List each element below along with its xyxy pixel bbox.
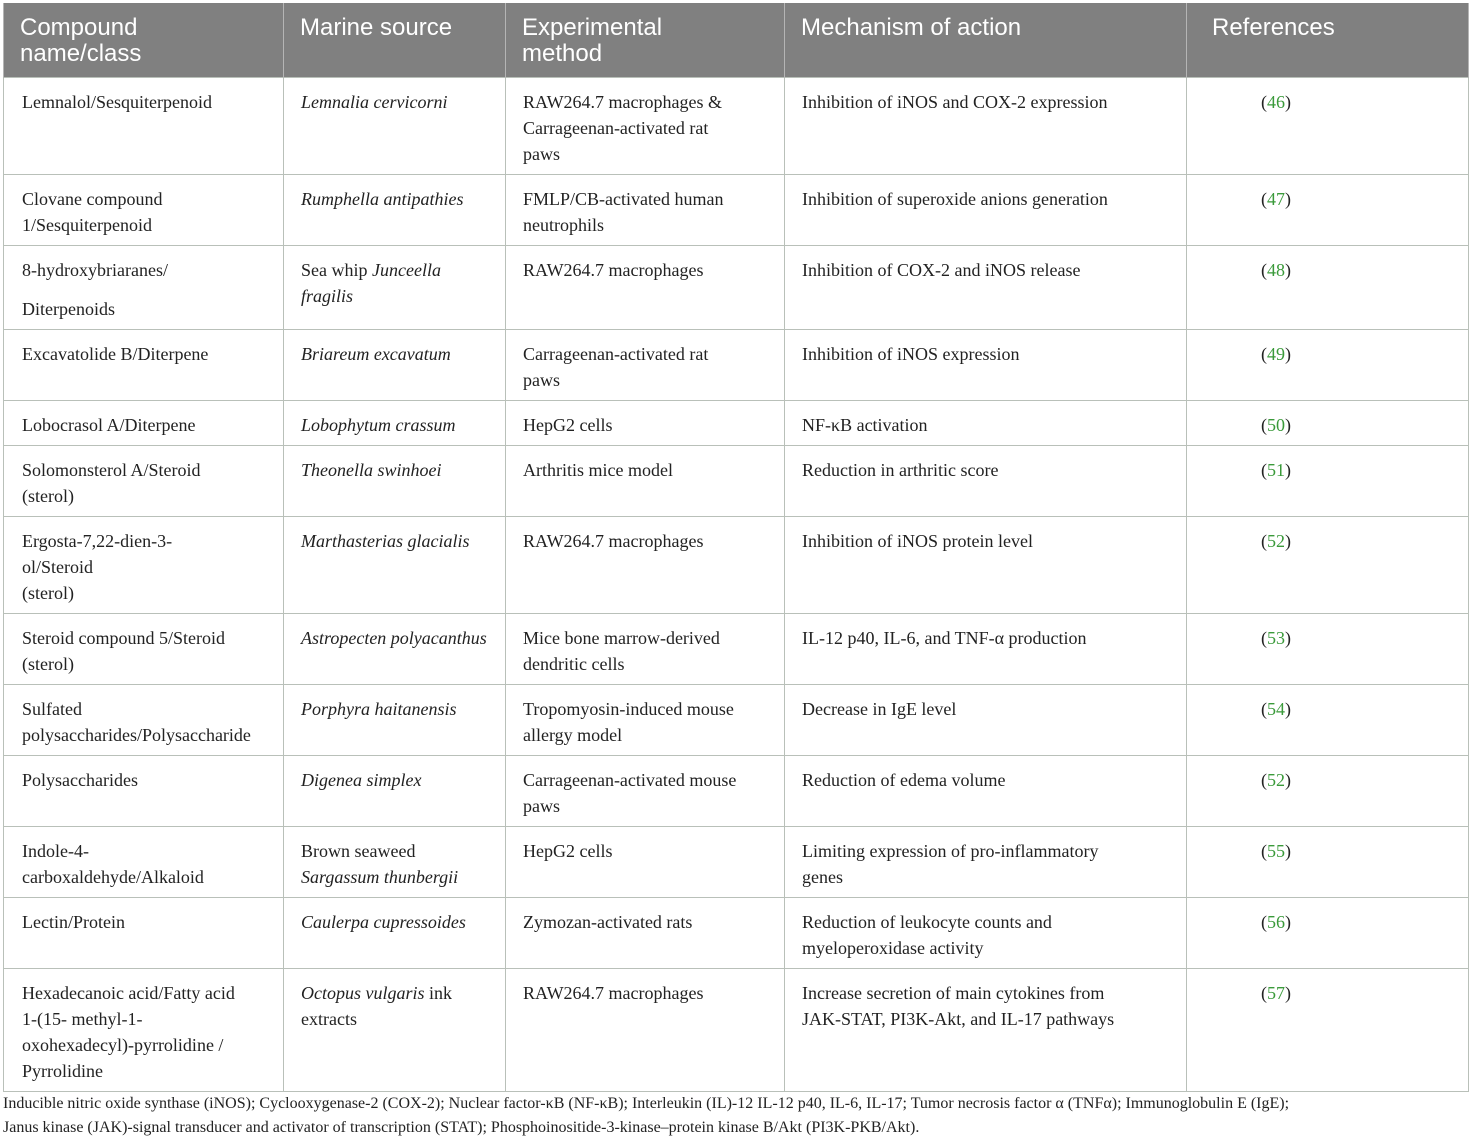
source-species: Marthasterias glacialis <box>301 531 470 551</box>
cell-compound <box>4 756 284 827</box>
compound-line: 1/Sesquiterpenoid <box>22 215 152 235</box>
method-line: Arthritis mice model <box>523 460 673 480</box>
reference-link[interactable]: 51 <box>1267 460 1285 480</box>
compound-line: Lemnalol/Sesquiterpenoid <box>22 92 212 112</box>
method-line: Tropomyosin-induced mouse <box>523 699 734 719</box>
cell-marine-source <box>284 827 506 898</box>
method-line: RAW264.7 macrophages & <box>523 92 723 112</box>
method-line: paws <box>523 796 560 816</box>
compound-line: Ergosta-7,22-dien-3- <box>22 531 173 551</box>
cell-marine-source <box>284 685 506 756</box>
table-row <box>4 246 1469 330</box>
table-row <box>4 446 1469 517</box>
method-line: dendritic cells <box>523 654 625 674</box>
method-line: FMLP/CB-activated human <box>523 189 724 209</box>
cell-mechanism <box>785 175 1187 246</box>
cell-compound <box>4 175 284 246</box>
cell-reference: (57) <box>1187 969 1469 1092</box>
table-row <box>4 401 1469 446</box>
cell-compound <box>4 78 284 175</box>
method-line: HepG2 cells <box>523 841 613 861</box>
source-species: Sargassum thunbergii <box>301 867 459 887</box>
compound-line: Lectin/Protein <box>22 912 125 932</box>
compound-line: (sterol) <box>22 583 74 603</box>
cell-marine-source <box>284 246 506 330</box>
cell-experimental-method <box>506 517 785 614</box>
cell-reference: (53) <box>1187 614 1469 685</box>
cell-experimental-method <box>506 330 785 401</box>
method-line: HepG2 cells <box>523 415 613 435</box>
cell-compound <box>4 517 284 614</box>
source-species: Caulerpa cupressoides <box>301 912 466 932</box>
table-row <box>4 614 1469 685</box>
method-line: Carrageenan-activated rat <box>523 344 709 364</box>
source-species: Porphyra haitanensis <box>301 699 457 719</box>
compound-table <box>3 3 1469 1092</box>
reference-link[interactable]: 50 <box>1267 415 1285 435</box>
compound-line: (sterol) <box>22 486 74 506</box>
cell-experimental-method <box>506 446 785 517</box>
cell-compound <box>4 827 284 898</box>
mechanism-line: myeloperoxidase activity <box>802 938 984 958</box>
cell-mechanism <box>785 246 1187 330</box>
method-line: Mice bone marrow-derived <box>523 628 720 648</box>
cell-mechanism <box>785 969 1187 1092</box>
cell-marine-source <box>284 756 506 827</box>
cell-experimental-method <box>506 898 785 969</box>
table-row <box>4 827 1469 898</box>
cell-experimental-method <box>506 827 785 898</box>
table-row <box>4 78 1469 175</box>
table-header <box>4 3 1469 78</box>
table-row <box>4 330 1469 401</box>
table-row <box>4 898 1469 969</box>
cell-compound <box>4 614 284 685</box>
mechanism-line: Reduction of leukocyte counts and <box>802 912 1052 932</box>
compound-line: Solomonsterol A/Steroid <box>22 460 201 480</box>
mechanism-line: Limiting expression of pro-inflammatory <box>802 841 1099 861</box>
cell-reference: (52) <box>1187 756 1469 827</box>
compound-line: Clovane compound <box>22 189 163 209</box>
header-mechanism: Mechanism of action <box>785 3 1187 78</box>
cell-mechanism <box>785 614 1187 685</box>
cell-marine-source <box>284 401 506 446</box>
mechanism-line: NF-κB activation <box>802 415 928 435</box>
source-species: Astropecten polyacanthus <box>301 628 487 648</box>
method-line: allergy model <box>523 725 623 745</box>
source-species: Rumphella antipathies <box>301 189 464 209</box>
cell-reference: (50) <box>1187 401 1469 446</box>
cell-experimental-method <box>506 969 785 1092</box>
mechanism-line: genes <box>802 867 843 887</box>
header-marine-source: Marine source <box>284 3 506 78</box>
mechanism-line: Inhibition of COX-2 and iNOS release <box>802 260 1081 280</box>
cell-mechanism <box>785 898 1187 969</box>
compound-line: Pyrrolidine <box>22 1061 103 1081</box>
source-species: Digenea simplex <box>301 770 422 790</box>
method-line: RAW264.7 macrophages <box>523 983 704 1003</box>
compound-line: oxohexadecyl)-pyrrolidine / <box>22 1035 224 1055</box>
header-experimental-method: Experimental method <box>506 3 785 78</box>
cell-compound <box>4 685 284 756</box>
cell-reference: (54) <box>1187 685 1469 756</box>
table-row <box>4 969 1469 1092</box>
cell-experimental-method <box>506 78 785 175</box>
cell-marine-source <box>284 898 506 969</box>
cell-reference: (55) <box>1187 827 1469 898</box>
footnote-line: Inducible nitric oxide synthase (iNOS); Cyclooxygenase-2 (COX-2); Nuclear factor-κB (NF-κB); Interleukin (IL)-12 IL-12 p40, IL-6, IL-17; Tumor necrosis factor α (TNFα); Immunoglobulin E (IgE); <box>3 1095 1290 1112</box>
compound-line: carboxaldehyde/Alkaloid <box>22 867 204 887</box>
mechanism-line: Inhibition of iNOS expression <box>802 344 1020 364</box>
compound-line: Indole-4- <box>22 841 89 861</box>
cell-marine-source <box>284 78 506 175</box>
cell-marine-source <box>284 969 506 1092</box>
cell-reference: (56) <box>1187 898 1469 969</box>
cell-reference: (48) <box>1187 246 1469 330</box>
source-suffix: ink extracts <box>301 983 453 1029</box>
compound-line: 8-hydroxybriaranes/ <box>22 260 168 280</box>
cell-experimental-method <box>506 614 785 685</box>
cell-experimental-method <box>506 175 785 246</box>
compound-line: Polysaccharides <box>22 770 138 790</box>
cell-compound <box>4 446 284 517</box>
method-line: Zymozan-activated rats <box>523 912 693 932</box>
table-footnote <box>3 1092 1468 1140</box>
header-compound: Compound name/class <box>4 3 284 78</box>
source-species: Lobophytum crassum <box>301 415 456 435</box>
cell-mechanism <box>785 517 1187 614</box>
mechanism-line: Reduction in arthritic score <box>802 460 999 480</box>
reference-link[interactable]: 49 <box>1267 344 1285 364</box>
cell-reference: (46) <box>1187 78 1469 175</box>
cell-mechanism <box>785 330 1187 401</box>
cell-compound <box>4 969 284 1092</box>
reference-link[interactable]: 57 <box>1267 983 1285 1003</box>
header-references: References <box>1187 3 1469 78</box>
mechanism-line: Inhibition of superoxide anions generation <box>802 189 1108 209</box>
cell-experimental-method <box>506 685 785 756</box>
header-row <box>4 3 1469 78</box>
method-line: paws <box>523 370 560 390</box>
method-line: Carrageenan-activated mouse <box>523 770 737 790</box>
compound-line: (sterol) <box>22 654 74 674</box>
cell-experimental-method <box>506 756 785 827</box>
reference-link[interactable]: 54 <box>1267 699 1285 719</box>
compound-line: Hexadecanoic acid/Fatty acid <box>22 983 235 1003</box>
method-line: RAW264.7 macrophages <box>523 260 704 280</box>
reference-link[interactable]: 53 <box>1267 628 1285 648</box>
source-species: Briareum excavatum <box>301 344 451 364</box>
compound-line: Diterpenoids <box>22 299 115 319</box>
mechanism-line: Increase secretion of main cytokines from <box>802 983 1105 1003</box>
cell-mechanism <box>785 756 1187 827</box>
cell-experimental-method <box>506 246 785 330</box>
cell-compound <box>4 401 284 446</box>
mechanism-line: Inhibition of iNOS protein level <box>802 531 1033 551</box>
compound-line: Lobocrasol A/Diterpene <box>22 415 196 435</box>
cell-reference: (52) <box>1187 517 1469 614</box>
cell-compound <box>4 246 284 330</box>
source-prefix: Sea whip <box>301 260 372 280</box>
cell-mechanism <box>785 401 1187 446</box>
cell-reference: (47) <box>1187 175 1469 246</box>
source-prefix: Brown seaweed <box>301 841 416 861</box>
cell-reference: (51) <box>1187 446 1469 517</box>
method-line: neutrophils <box>523 215 604 235</box>
table-row <box>4 756 1469 827</box>
source-species: Lemnalia cervicorni <box>301 92 448 112</box>
reference-link[interactable]: 46 <box>1267 92 1285 112</box>
compound-line: Excavatolide B/Diterpene <box>22 344 209 364</box>
table-body <box>4 78 1469 1092</box>
method-line: RAW264.7 macrophages <box>523 531 704 551</box>
cell-mechanism <box>785 446 1187 517</box>
mechanism-line: IL-12 p40, IL-6, and TNF-α production <box>802 628 1087 648</box>
compound-table-wrapper <box>3 3 1468 1092</box>
cell-mechanism <box>785 78 1187 175</box>
cell-experimental-method <box>506 401 785 446</box>
compound-line: 1-(15- methyl-1- <box>22 1009 143 1029</box>
cell-marine-source <box>284 330 506 401</box>
cell-mechanism <box>785 827 1187 898</box>
method-line: paws <box>523 144 560 164</box>
mechanism-line: JAK-STAT, PI3K-Akt, and IL-17 pathways <box>802 1009 1115 1029</box>
compound-line: polysaccharides/Polysaccharide <box>22 725 251 745</box>
table-row <box>4 685 1469 756</box>
reference-link[interactable]: 52 <box>1267 770 1285 790</box>
reference-link[interactable]: 47 <box>1267 189 1285 209</box>
method-line: Carrageenan-activated rat <box>523 118 709 138</box>
compound-line: ol/Steroid <box>22 557 93 577</box>
compound-line: Steroid compound 5/Steroid <box>22 628 225 648</box>
cell-marine-source <box>284 446 506 517</box>
source-species: Octopus vulgaris <box>301 983 425 1003</box>
footnote-line: Janus kinase (JAK)-signal transducer and activator of transcription (STAT); Phosphoinositide-3-kinase–protein kinase B/Akt (PI3K-PKB/Akt). <box>3 1119 920 1136</box>
reference-link[interactable]: 48 <box>1267 260 1285 280</box>
cell-marine-source <box>284 614 506 685</box>
cell-compound <box>4 330 284 401</box>
reference-link[interactable]: 56 <box>1267 912 1285 932</box>
cell-mechanism <box>785 685 1187 756</box>
reference-link[interactable]: 55 <box>1267 841 1285 861</box>
mechanism-line: Decrease in IgE level <box>802 699 957 719</box>
mechanism-line: Inhibition of iNOS and COX-2 expression <box>802 92 1108 112</box>
cell-compound <box>4 898 284 969</box>
cell-marine-source <box>284 175 506 246</box>
cell-reference: (49) <box>1187 330 1469 401</box>
reference-link[interactable]: 52 <box>1267 531 1285 551</box>
mechanism-line: Reduction of edema volume <box>802 770 1006 790</box>
source-species: Junceella fragilis <box>301 260 441 306</box>
source-species: Theonella swinhoei <box>301 460 442 480</box>
table-row <box>4 175 1469 246</box>
table-row <box>4 517 1469 614</box>
cell-marine-source <box>284 517 506 614</box>
compound-line: Sulfated <box>22 699 82 719</box>
